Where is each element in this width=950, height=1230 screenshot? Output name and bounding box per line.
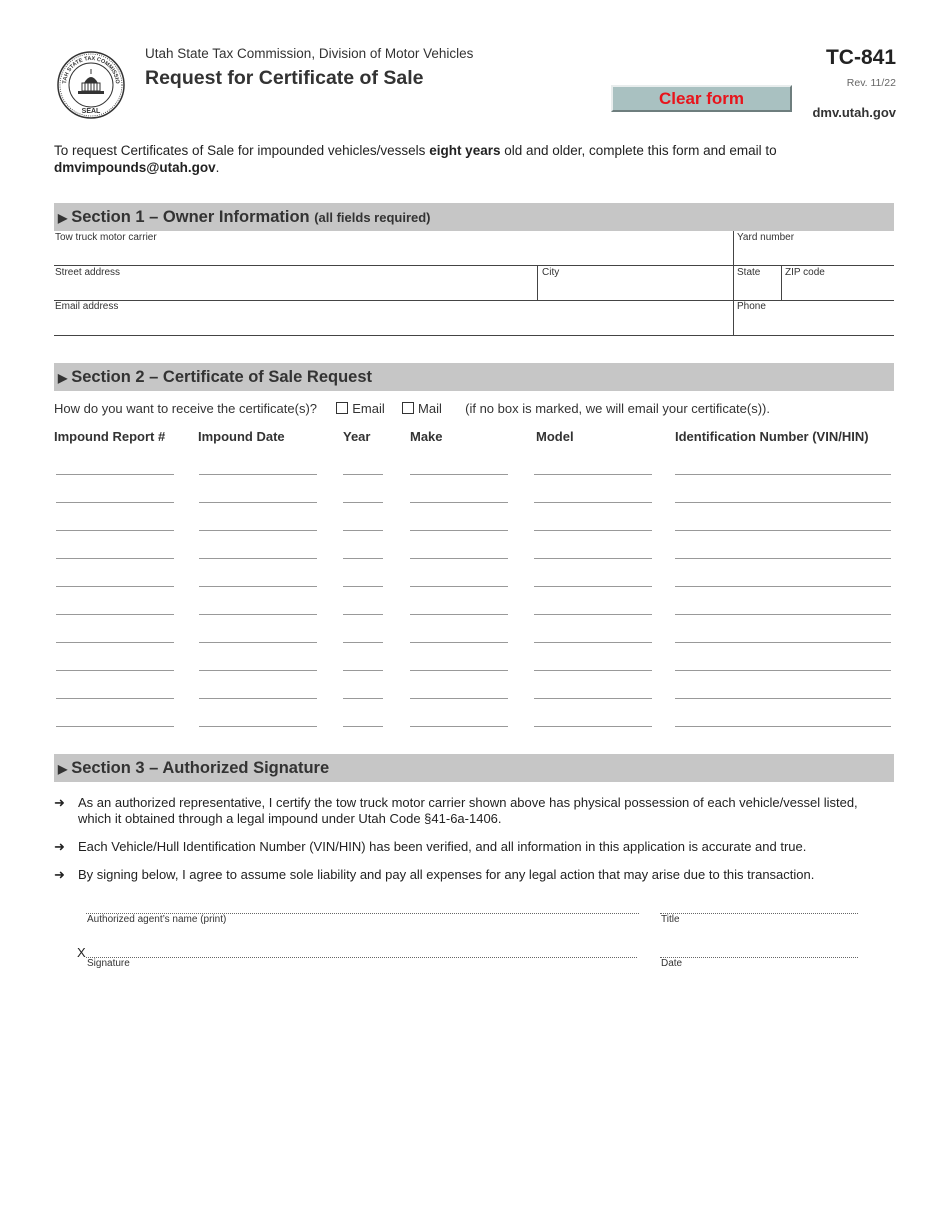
delivery-method-question: How do you want to receive the certificate(s)? Email Mail (if no box is marked, we will email your certificate(s)).	[54, 401, 770, 416]
vehicle-entry-field[interactable]	[56, 680, 174, 698]
column-header: Make	[410, 429, 443, 444]
vehicle-entry-field[interactable]	[675, 540, 891, 558]
vehicle-entry-field[interactable]	[410, 540, 508, 558]
vehicle-entry-field[interactable]	[410, 624, 508, 642]
vehicle-entry-field[interactable]	[534, 596, 652, 614]
website-link[interactable]: dmv.utah.gov	[812, 105, 896, 120]
column-header: Impound Date	[198, 429, 285, 444]
agent-name-field[interactable]	[86, 896, 639, 913]
entry-underline	[534, 726, 652, 727]
entry-underline	[410, 558, 508, 559]
yard-number-field[interactable]	[734, 231, 894, 265]
date-field[interactable]	[660, 940, 858, 957]
vehicle-entry-field[interactable]	[675, 624, 891, 642]
city-field[interactable]	[538, 266, 733, 300]
entry-underline	[534, 670, 652, 671]
arrow-right-icon: ➜	[54, 795, 65, 810]
entry-underline	[199, 586, 317, 587]
entry-underline	[343, 530, 383, 531]
vehicle-entry-field[interactable]	[675, 652, 891, 670]
certification-statement: ➜ As an authorized representative, I certify the tow truck motor carrier shown above has physical possession of each vehicle/vessel listed, which it obtained through a legal impound under Utah Code §41-6a-1406.	[54, 795, 858, 826]
email-address-field[interactable]	[54, 301, 733, 335]
entry-underline	[534, 558, 652, 559]
vehicle-entry-field[interactable]	[534, 652, 652, 670]
entry-underline	[343, 698, 383, 699]
phone-field[interactable]	[734, 301, 894, 335]
vehicle-entry-field[interactable]	[56, 456, 174, 474]
yard-label: Yard number	[737, 232, 795, 243]
entry-underline	[534, 642, 652, 643]
vehicle-entry-field[interactable]	[675, 456, 891, 474]
vehicle-entry-field[interactable]	[199, 456, 317, 474]
entry-underline	[56, 502, 174, 503]
form-number: TC-841	[825, 46, 896, 69]
vehicle-entry-field[interactable]	[410, 652, 508, 670]
entry-underline	[56, 698, 174, 699]
entry-underline	[675, 726, 891, 727]
vehicle-entry-field[interactable]	[199, 484, 317, 502]
entry-underline	[56, 614, 174, 615]
entry-underline	[199, 502, 317, 503]
vehicle-entry-field[interactable]	[410, 680, 508, 698]
vehicle-entry-field[interactable]	[534, 540, 652, 558]
entry-underline	[675, 642, 891, 643]
vehicle-entry-field[interactable]	[199, 568, 317, 586]
title-label: Title	[661, 914, 680, 925]
entry-underline	[199, 670, 317, 671]
date-label: Date	[661, 958, 683, 969]
entry-underline	[343, 726, 383, 727]
zip-code-field[interactable]	[782, 266, 894, 300]
clear-form-button[interactable]: Clear form	[611, 85, 792, 112]
vehicle-entry-field[interactable]	[199, 652, 317, 670]
arrow-right-icon: ➜	[54, 839, 65, 854]
entry-underline	[675, 586, 891, 587]
entry-underline	[410, 502, 508, 503]
vehicle-entry-field[interactable]	[343, 484, 383, 502]
agent-name-label: Authorized agent’s name (print)	[87, 914, 227, 925]
vehicle-entry-field[interactable]	[343, 540, 383, 558]
vehicle-entry-field[interactable]	[675, 484, 891, 502]
entry-underline	[675, 474, 891, 475]
vehicle-entry-field[interactable]	[56, 484, 174, 502]
vehicle-entry-field[interactable]	[534, 708, 652, 726]
signature-mark: X	[77, 945, 86, 960]
vehicle-entry-field[interactable]	[56, 540, 174, 558]
entry-underline	[199, 642, 317, 643]
vehicle-entry-field[interactable]	[675, 680, 891, 698]
entry-underline	[675, 530, 891, 531]
vehicle-entry-field[interactable]	[675, 596, 891, 614]
vehicle-entry-field[interactable]	[56, 652, 174, 670]
entry-underline	[410, 614, 508, 615]
entry-underline	[56, 474, 174, 475]
vehicle-entry-field[interactable]	[56, 624, 174, 642]
signature-field[interactable]	[86, 940, 637, 957]
entry-underline	[56, 586, 174, 587]
certification-statement: ➜ Each Vehicle/Hull Identification Number (VIN/HIN) has been verified, and all information in this application is accurate and true.	[54, 839, 807, 854]
vehicle-entry-field[interactable]	[199, 596, 317, 614]
entry-underline	[56, 530, 174, 531]
vehicle-entry-field[interactable]	[56, 568, 174, 586]
entry-underline	[675, 558, 891, 559]
entry-underline	[410, 698, 508, 699]
entry-underline	[410, 530, 508, 531]
entry-underline	[675, 670, 891, 671]
entry-underline	[199, 530, 317, 531]
zip-label: ZIP code	[785, 267, 825, 278]
vehicle-entry-field[interactable]	[534, 456, 652, 474]
vehicle-entry-field[interactable]	[534, 512, 652, 530]
vehicle-entry-field[interactable]	[56, 708, 174, 726]
vehicle-entry-field[interactable]	[534, 568, 652, 586]
title-field[interactable]	[660, 896, 858, 913]
state-label: State	[737, 267, 761, 278]
entry-underline	[343, 558, 383, 559]
entry-underline	[199, 558, 317, 559]
form-title: Request for Certificate of Sale	[145, 67, 424, 89]
arrow-right-icon: ➜	[54, 867, 65, 882]
revision-date: Rev. 11/22	[846, 77, 896, 89]
entry-underline	[56, 670, 174, 671]
entry-underline	[343, 502, 383, 503]
svg-text:SEAL: SEAL	[81, 108, 101, 115]
vehicle-entry-field[interactable]	[343, 680, 383, 698]
vehicle-entry-field[interactable]	[675, 568, 891, 586]
email-checkbox[interactable]	[336, 402, 348, 414]
section-arrow-icon: ▶	[58, 762, 68, 776]
vehicle-entry-field[interactable]	[56, 512, 174, 530]
vehicle-entry-field[interactable]	[199, 512, 317, 530]
signature-line	[660, 913, 858, 914]
section3-header: ▶ Section 3 – Authorized Signature	[54, 754, 894, 782]
entry-underline	[343, 670, 383, 671]
vehicle-entry-field[interactable]	[56, 596, 174, 614]
entry-underline	[410, 642, 508, 643]
entry-underline	[343, 474, 383, 475]
tax-commission-seal	[56, 50, 126, 120]
city-label: City	[542, 267, 560, 278]
section-arrow-icon: ▶	[58, 371, 68, 385]
email-label: Email address	[55, 301, 119, 312]
vehicle-entry-field[interactable]	[675, 708, 891, 726]
vehicle-entry-field[interactable]	[534, 484, 652, 502]
vehicle-entry-field[interactable]	[199, 624, 317, 642]
entry-underline	[199, 614, 317, 615]
entry-underline	[343, 642, 383, 643]
vehicle-entry-field[interactable]	[410, 708, 508, 726]
svg-text:UTAH STATE TAX COMMISSION: TAH STATE TAX COMMISSIO	[62, 55, 121, 85]
entry-underline	[675, 502, 891, 503]
vehicle-entry-field[interactable]	[343, 512, 383, 530]
certification-statement: ➜ By signing below, I agree to assume sole liability and pay all expenses for any legal action that may arise due to this transaction.	[54, 867, 815, 882]
state-field[interactable]	[734, 266, 781, 300]
entry-underline	[675, 614, 891, 615]
column-header: Model	[536, 429, 574, 444]
entry-underline	[343, 586, 383, 587]
agency-name: Utah State Tax Commission, Division of Motor Vehicles	[145, 46, 474, 61]
vehicle-entry-field[interactable]	[534, 680, 652, 698]
instructions: To request Certificates of Sale for impounded vehicles/vessels eight years old and older, complete this form and email to dmvimpounds@utah.gov.	[54, 143, 777, 175]
signature-line	[660, 957, 858, 958]
vehicle-entry-field[interactable]	[199, 540, 317, 558]
entry-underline	[199, 726, 317, 727]
submission-email[interactable]: dmvimpounds@utah.gov	[54, 160, 216, 175]
entry-underline	[534, 530, 652, 531]
entry-underline	[534, 502, 652, 503]
entry-underline	[410, 726, 508, 727]
vehicle-entry-field[interactable]	[343, 652, 383, 670]
street-address-field[interactable]	[54, 266, 537, 300]
entry-underline	[534, 586, 652, 587]
vehicle-entry-field[interactable]	[199, 708, 317, 726]
entry-underline	[534, 614, 652, 615]
entry-underline	[410, 586, 508, 587]
vehicle-entry-field[interactable]	[410, 568, 508, 586]
phone-label: Phone	[737, 301, 766, 312]
carrier-label: Tow truck motor carrier	[55, 232, 157, 243]
vehicle-entry-field[interactable]	[410, 456, 508, 474]
vehicle-entry-field[interactable]	[410, 512, 508, 530]
vehicle-entry-field[interactable]	[343, 596, 383, 614]
mail-checkbox[interactable]	[402, 402, 414, 414]
signature-label: Signature	[87, 958, 130, 969]
entry-underline	[410, 474, 508, 475]
column-header: Identification Number (VIN/HIN)	[675, 429, 869, 444]
entry-underline	[343, 614, 383, 615]
entry-underline	[199, 474, 317, 475]
carrier-field[interactable]	[54, 231, 733, 265]
column-header: Year	[343, 429, 371, 444]
field-rule	[54, 335, 894, 336]
section-arrow-icon: ▶	[58, 211, 68, 225]
section1-header: ▶ Section 1 – Owner Information (all fields required)	[54, 203, 894, 231]
entry-underline	[534, 698, 652, 699]
vehicle-entry-field[interactable]	[343, 568, 383, 586]
entry-underline	[675, 698, 891, 699]
vehicle-entry-field[interactable]	[410, 596, 508, 614]
street-label: Street address	[55, 267, 121, 278]
vehicle-entry-field[interactable]	[199, 680, 317, 698]
signature-line	[86, 957, 637, 958]
vehicle-entry-field[interactable]	[343, 708, 383, 726]
entry-underline	[199, 698, 317, 699]
entry-underline	[56, 642, 174, 643]
vehicle-entry-field[interactable]	[534, 624, 652, 642]
vehicle-entry-field[interactable]	[410, 484, 508, 502]
entry-underline	[410, 670, 508, 671]
vehicle-entry-field[interactable]	[343, 624, 383, 642]
column-header: Impound Report #	[54, 429, 166, 444]
vehicle-entry-field[interactable]	[675, 512, 891, 530]
section2-header: ▶ Section 2 – Certificate of Sale Request	[54, 363, 894, 391]
entry-underline	[56, 558, 174, 559]
vehicle-entry-field[interactable]	[343, 456, 383, 474]
entry-underline	[534, 474, 652, 475]
entry-underline	[56, 726, 174, 727]
